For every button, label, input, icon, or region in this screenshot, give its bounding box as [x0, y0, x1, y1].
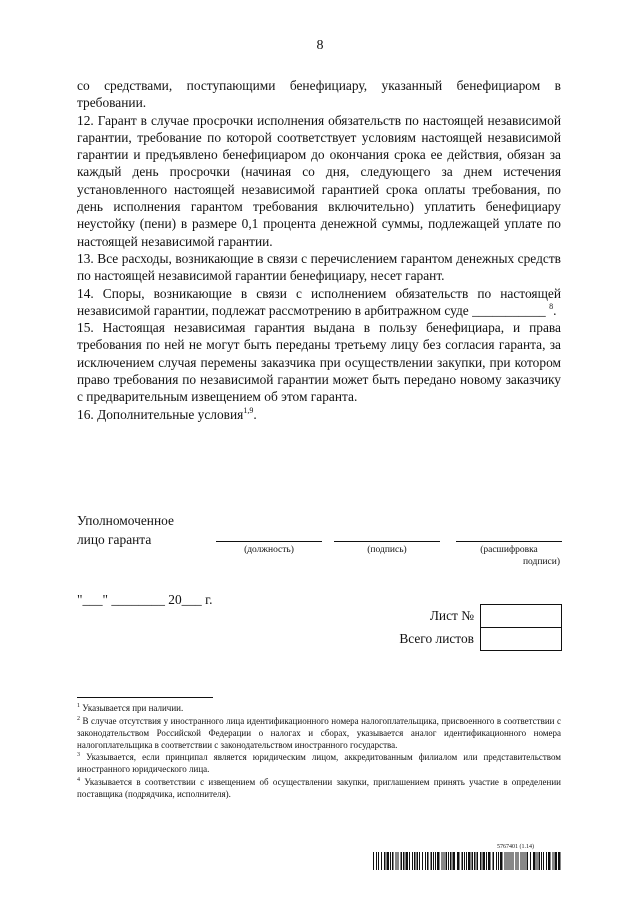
name-decoding-field [456, 524, 562, 568]
position-caption: (должность) [244, 545, 294, 555]
paragraph-14: 14. Споры, возникающие в связи с исполнением обязательств по настоящей независимой гарантии, подлежат рассмотрению в арбитражном суде ___________ $^8$. [77, 285, 561, 318]
sheet-number-box [481, 605, 562, 628]
footnote-item: $^1$ Указывается при наличии. [77, 703, 184, 713]
barcode-image [373, 852, 563, 870]
page-number: 8 [316, 38, 324, 53]
footnote-ref: 1,9 [243, 405, 254, 415]
paragraph-15: 15. Настоящая независимая гарантия выдана в пользу бенефициара, и права требования по ней не могут быть переданы третьему лицу без согласия гаранта, за исключением случая перемены заказчика при осуществлении закупки, при котором право требования по независимой гарантии может быть передано новому заказчику с предварительным извещением об этом гаранта. [77, 320, 561, 405]
footnote-item: $^2$ В случае отсутствия у иностранного лица идентификационного номера налогоплательщика, присвоенного в соответствии с законодательством Российской Федерации о налогах и сборах, указывается аналог идентификационного номера налогоплательщика в соответствии с законодательством иностранного государства. [77, 715, 562, 750]
total-sheets-label: Всего листов [399, 631, 474, 646]
authorized-person-label: Уполномоченное лицо гаранта [77, 513, 174, 547]
paragraph-13: 13. Все расходы, возникающие в связи с перечислением гарантом денежных средств по настоящей независимой гарантии бенефициару, несет гарант. [77, 250, 561, 284]
sheet-number-label: Лист № [429, 608, 474, 623]
barcode-code: 5767401 (1.14) [497, 844, 534, 850]
sheet-count-table [374, 604, 562, 651]
paragraph-12: 12. Гарант в случае просрочки исполнения обязательств по настоящей независимой гарантии, требование по которой соответствует условиям настоящей независимой гарантии и предъявлено бенефициаром до окончания срока ее действия, обязан за каждый день просрочки (начиная со дня, следующего за днем истечения установленного настоящей независимой гарантией срока оплаты требования, по день исполнения гарантом требования включительно) уплатить бенефициару неустойку (пени) в размере 0,1 процента денежной суммы, подлежащей уплате по настоящей независимой гарантии. [77, 112, 561, 249]
footnote-divider [77, 697, 213, 698]
guarantee-body-text [77, 77, 561, 423]
name-decoding-caption: (расшифровка подписи) [480, 545, 560, 567]
signature-caption: (подпись) [367, 545, 407, 555]
signature-field [334, 524, 440, 556]
footnote-item: $^3$ Указывается, если принципал является юридическим лицом, аккредитованным филиалом или представительством иностранного юридического лица. [77, 752, 562, 774]
paragraph-continuation: со средствами, поступающими бенефициару, указанный бенефициаром в требовании. [77, 78, 561, 111]
total-sheets-box [481, 628, 562, 651]
footnote-item: $^4$ Указывается в соответствии с извещением об осуществлении закупки, приглашением принять участие в определении поставщика (подрядчика, исполнителя). [77, 776, 561, 799]
paragraph-16: 16. Дополнительные условия$^{1,9}$. [77, 405, 257, 422]
footnotes [77, 702, 561, 800]
footnote-ref: 8 [549, 301, 554, 311]
date-line: "___" ________ 20___ г. [77, 592, 213, 607]
position-field [216, 524, 322, 556]
